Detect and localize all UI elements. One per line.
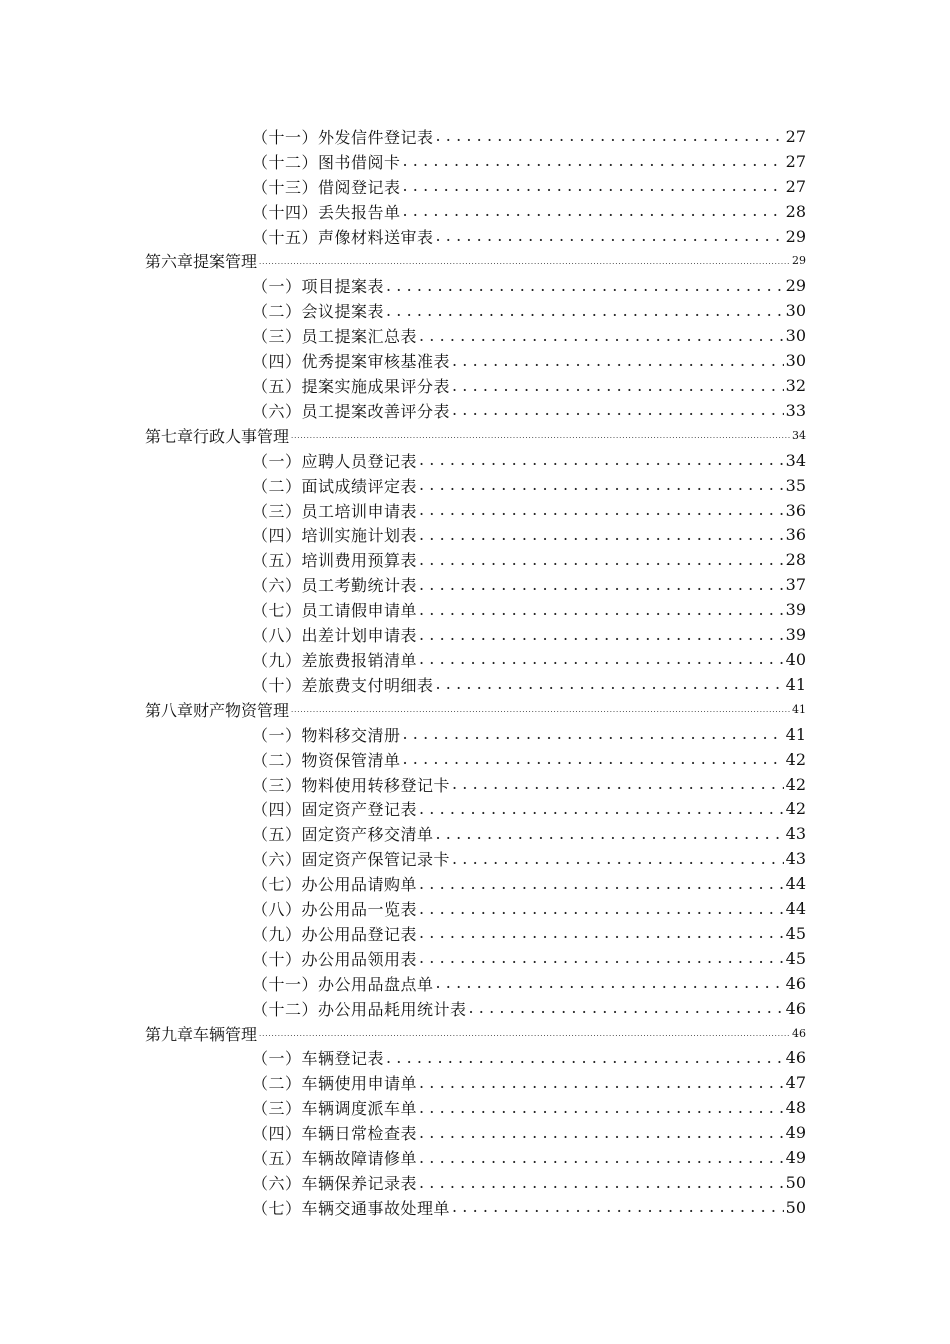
dot-leader [386, 276, 784, 296]
toc-section-entry[interactable] [0, 1095, 806, 1120]
section-title: （九）办公用品登记表 [252, 924, 418, 944]
section-title: （二）车辆使用申请单 [252, 1074, 418, 1094]
page-number: 49 [785, 1148, 806, 1168]
section-title: （六）员工考勤统计表 [252, 576, 418, 596]
chapter-title: 财产物资管理 [193, 700, 290, 720]
section-title: （二）面试成绩评定表 [252, 476, 418, 496]
section-title: （七）员工请假申请单 [252, 601, 418, 621]
toc-section-entry[interactable] [0, 722, 806, 747]
dot-leader [419, 525, 784, 545]
dot-leader [419, 1148, 784, 1168]
dot-leader [419, 1098, 784, 1118]
dot-leader [419, 326, 784, 346]
toc-section-entry[interactable] [0, 473, 806, 498]
toc-section-entry[interactable] [0, 1120, 806, 1145]
section-title: （七）办公用品请购单 [252, 875, 418, 895]
section-title: （一）应聘人员登记表 [252, 451, 418, 471]
section-title: （十一）外发信件登记表 [252, 127, 434, 147]
section-title: （五）车辆故障请修单 [252, 1149, 418, 1169]
dot-leader [419, 625, 784, 645]
section-title: （十二）办公用品耗用统计表 [252, 999, 467, 1019]
dot-leader [403, 176, 784, 196]
toc-section-entry[interactable] [0, 373, 806, 398]
page-number: 30 [785, 301, 806, 321]
page-number: 45 [785, 923, 806, 943]
toc-section-entry[interactable] [0, 1195, 806, 1220]
section-title: （五）固定资产移交清单 [252, 825, 434, 845]
toc-chapter-entry[interactable] [0, 1021, 806, 1046]
toc-section-entry[interactable] [0, 273, 806, 298]
section-title: （四）优秀提案审核基准表 [252, 352, 451, 372]
toc-section-entry[interactable] [0, 1145, 806, 1170]
section-title: （二）物资保管清单 [252, 750, 401, 770]
toc-section-entry[interactable] [0, 896, 806, 921]
section-title: （十一）办公用品盘点单 [252, 974, 434, 994]
toc-section-entry[interactable] [0, 174, 806, 199]
page-number: 45 [785, 948, 806, 968]
toc-section-entry[interactable] [0, 323, 806, 348]
dot-leader [419, 1123, 784, 1143]
page-number: 49 [785, 1123, 806, 1143]
toc-section-entry[interactable] [0, 597, 806, 622]
page-number: 34 [785, 450, 806, 470]
page-number: 40 [785, 649, 806, 669]
chapter-title: 行政人事管理 [193, 426, 290, 446]
page-number: 32 [785, 376, 806, 396]
chapter-number: 第九章 [145, 1024, 194, 1044]
toc-section-entry[interactable] [0, 946, 806, 971]
section-title: （一）车辆登记表 [252, 1049, 385, 1069]
dot-leader [419, 450, 784, 470]
page-number: 27 [785, 151, 806, 171]
page-number: 50 [785, 1173, 806, 1193]
dot-leader [436, 674, 784, 694]
chapter-number: 第六章 [145, 252, 194, 272]
section-title: （六）车辆保养记录表 [252, 1174, 418, 1194]
dot-leader [452, 400, 784, 420]
toc-section-entry[interactable] [0, 199, 806, 224]
toc-section-entry[interactable] [0, 523, 806, 548]
toc-section-entry[interactable] [0, 149, 806, 174]
toc-section-entry[interactable] [0, 298, 806, 323]
dot-leader [386, 301, 784, 321]
toc-chapter-entry[interactable] [0, 249, 806, 274]
section-title: （一）项目提案表 [252, 277, 385, 297]
section-title: （八）办公用品一览表 [252, 900, 418, 920]
section-title: （六）员工提案改善评分表 [252, 401, 451, 421]
section-title: （三）物料使用转移登记卡 [252, 775, 451, 795]
toc-section-entry[interactable] [0, 772, 806, 797]
toc-section-entry[interactable] [0, 547, 806, 572]
dot-leader [403, 724, 784, 744]
page-number: 37 [785, 575, 806, 595]
toc-section-entry[interactable] [0, 796, 806, 821]
dot-leader [419, 649, 784, 669]
page-number: 29 [792, 254, 806, 268]
dot-leader [403, 201, 784, 221]
dot-leader [419, 550, 784, 570]
dot-leader [419, 1173, 784, 1193]
section-title: （六）固定资产保管记录卡 [252, 850, 451, 870]
page-number: 33 [785, 400, 806, 420]
page-number: 44 [785, 899, 806, 919]
toc-section-entry[interactable] [0, 846, 806, 871]
page-number: 43 [785, 824, 806, 844]
toc-section-entry[interactable] [0, 498, 806, 523]
page-number: 34 [792, 428, 806, 442]
page-number: 30 [785, 351, 806, 371]
chapter-number: 第七章 [145, 426, 194, 446]
page-number: 36 [785, 525, 806, 545]
page-number: 30 [785, 326, 806, 346]
section-title: （二）会议提案表 [252, 302, 385, 322]
page-number: 43 [785, 849, 806, 869]
toc-section-entry[interactable] [0, 971, 806, 996]
dot-leader [386, 1048, 784, 1068]
page-number: 27 [785, 126, 806, 146]
page-number: 46 [785, 973, 806, 993]
page-number: 39 [785, 600, 806, 620]
section-title: （五）提案实施成果评分表 [252, 377, 451, 397]
page-number: 27 [785, 176, 806, 196]
chapter-title: 提案管理 [193, 252, 258, 272]
toc-section-entry[interactable] [0, 747, 806, 772]
dot-leader [419, 600, 784, 620]
toc-section-entry[interactable] [0, 398, 806, 423]
dot-leader [419, 1073, 784, 1093]
page-number: 50 [785, 1197, 806, 1217]
chapter-number: 第八章 [145, 700, 194, 720]
toc-section-entry[interactable] [0, 871, 806, 896]
section-title: （三）车辆调度派车单 [252, 1099, 418, 1119]
dot-leader [291, 699, 790, 719]
table-of-contents [0, 124, 950, 1220]
dot-leader [452, 774, 784, 794]
dot-leader [419, 799, 784, 819]
page-number: 39 [785, 625, 806, 645]
dot-leader [419, 475, 784, 495]
dot-leader [419, 575, 784, 595]
toc-section-entry[interactable] [0, 996, 806, 1021]
section-title: （四）培训实施计划表 [252, 526, 418, 546]
toc-section-entry[interactable] [0, 647, 806, 672]
dot-leader [259, 1023, 790, 1043]
section-title: （九）差旅费报销清单 [252, 650, 418, 670]
dot-leader [291, 425, 790, 445]
toc-section-entry[interactable] [0, 821, 806, 846]
page-number: 29 [785, 276, 806, 296]
page-number: 46 [792, 1026, 806, 1040]
dot-leader [452, 376, 784, 396]
toc-section-entry[interactable] [0, 1170, 806, 1195]
dot-leader [259, 251, 790, 271]
page-number: 48 [785, 1098, 806, 1118]
dot-leader [403, 151, 784, 171]
toc-section-entry[interactable] [0, 224, 806, 249]
page-number: 42 [785, 799, 806, 819]
page-number: 35 [785, 475, 806, 495]
section-title: （十四）丢失报告单 [252, 202, 401, 222]
dot-leader [436, 824, 784, 844]
toc-section-entry[interactable] [0, 921, 806, 946]
dot-leader [436, 226, 784, 246]
page-number: 41 [785, 674, 806, 694]
page-number: 41 [785, 724, 806, 744]
toc-section-entry[interactable] [0, 348, 806, 373]
section-title: （十）办公用品领用表 [252, 949, 418, 969]
dot-leader [469, 998, 784, 1018]
toc-section-entry[interactable] [0, 622, 806, 647]
section-title: （四）固定资产登记表 [252, 800, 418, 820]
dot-leader [436, 126, 784, 146]
section-title: （三）员工培训申请表 [252, 501, 418, 521]
dot-leader [452, 351, 784, 371]
page-number: 28 [785, 550, 806, 570]
toc-chapter-entry[interactable] [0, 423, 806, 448]
section-title: （一）物料移交清册 [252, 725, 401, 745]
dot-leader [403, 749, 784, 769]
page-number: 29 [785, 226, 806, 246]
toc-section-entry[interactable] [0, 572, 806, 597]
page-number: 42 [785, 774, 806, 794]
dot-leader [452, 849, 784, 869]
dot-leader [419, 948, 784, 968]
toc-section-entry[interactable] [0, 672, 806, 697]
page-number: 46 [785, 998, 806, 1018]
dot-leader [419, 899, 784, 919]
page-number: 42 [785, 749, 806, 769]
section-title: （三）员工提案汇总表 [252, 327, 418, 347]
page-number: 46 [785, 1048, 806, 1068]
toc-chapter-entry[interactable] [0, 697, 806, 722]
toc-section-entry[interactable] [0, 1046, 806, 1071]
dot-leader [419, 923, 784, 943]
page-number: 36 [785, 500, 806, 520]
toc-section-entry[interactable] [0, 1070, 806, 1095]
section-title: （十二）图书借阅卡 [252, 152, 401, 172]
page-number: 41 [792, 702, 806, 716]
page-number: 44 [785, 874, 806, 894]
section-title: （十）差旅费支付明细表 [252, 675, 434, 695]
chapter-title: 车辆管理 [193, 1024, 258, 1044]
page-number: 28 [785, 201, 806, 221]
section-title: （十五）声像材料送审表 [252, 227, 434, 247]
dot-leader [419, 874, 784, 894]
section-title: （十三）借阅登记表 [252, 177, 401, 197]
page-number: 47 [785, 1073, 806, 1093]
dot-leader [419, 500, 784, 520]
dot-leader [436, 973, 784, 993]
toc-section-entry[interactable] [0, 448, 806, 473]
section-title: （五）培训费用预算表 [252, 551, 418, 571]
dot-leader [452, 1197, 784, 1217]
toc-section-entry[interactable] [0, 124, 806, 149]
section-title: （八）出差计划申请表 [252, 626, 418, 646]
section-title: （七）车辆交通事故处理单 [252, 1198, 451, 1218]
section-title: （四）车辆日常检查表 [252, 1124, 418, 1144]
